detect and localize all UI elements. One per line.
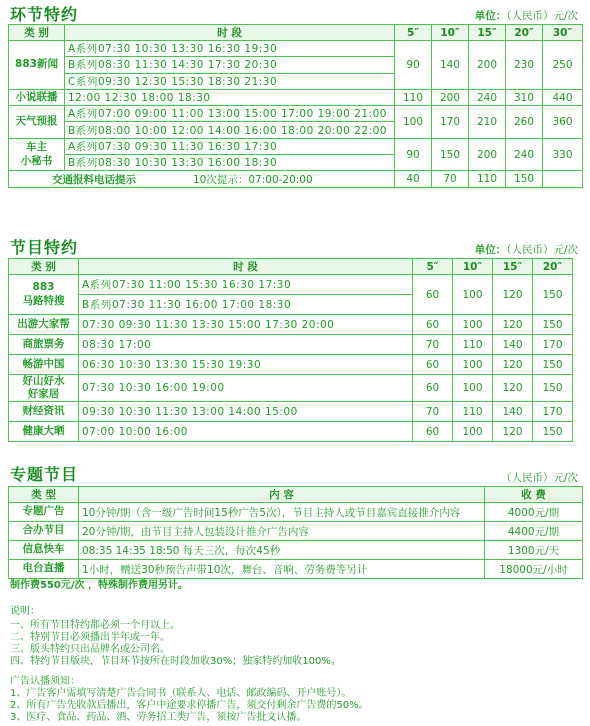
slot-times: 07:00 09:00 11:00 13:00 15:00 17:00 19:00 21:00	[98, 108, 387, 121]
price-cell: 60	[413, 375, 453, 402]
program-fee: 1300元/天	[485, 541, 583, 560]
slot-times: 07:00 10:00 16:00	[82, 425, 188, 438]
note-item: 三、版头特约只出品牌名或公司名。	[10, 644, 170, 655]
note-item: 四、特约节目版块，节目环节按所在时段加收30%；独家特约加收100%。	[10, 656, 341, 667]
price-cell: 360	[543, 106, 583, 139]
price-cell: 60	[413, 275, 453, 315]
program-fee: 4000元/期	[485, 503, 583, 522]
series-label: C系列	[68, 75, 98, 88]
series-label: B系列	[68, 157, 98, 170]
price-cell	[543, 171, 583, 188]
column-header: 类 型	[9, 487, 79, 503]
price-cell: 70	[413, 402, 453, 422]
section1-title: 环节特约	[10, 5, 79, 24]
price-cell: 150	[533, 422, 573, 442]
program-type: 电台直播	[9, 560, 79, 579]
price-cell: 70	[432, 171, 469, 188]
price-cell: 90	[395, 41, 432, 90]
price-cell: 60	[413, 355, 453, 375]
section2-unit	[475, 242, 578, 257]
time-slot	[79, 315, 413, 335]
table-row	[9, 138, 583, 154]
column-header: 内 容	[79, 487, 485, 503]
note-item: 一、所有节目特约都必须一个月以上。	[10, 620, 180, 631]
series-label: B系列	[68, 59, 98, 72]
program-content: 20分钟/期，由节目主持人包装设计推介广告内容	[79, 522, 485, 541]
time-slot	[65, 122, 395, 138]
price-cell: 150	[432, 138, 469, 171]
price-cell: 110	[453, 335, 493, 355]
program-fee: 18000元/小时	[485, 560, 583, 579]
program-fee: 4400元/期	[485, 522, 583, 541]
slot-times: 08:00 10:00 12:00 14:00 16:00 18:00 20:00 22:00	[98, 124, 387, 137]
price-cell: 140	[493, 402, 533, 422]
traffic-name: 交通报料电话提示	[52, 173, 136, 186]
table-row	[9, 422, 573, 442]
category-cell: 车主 小秘书	[9, 138, 65, 171]
price-cell: 330	[543, 138, 583, 171]
price-cell: 150	[533, 375, 573, 402]
price-cell: 100	[395, 106, 432, 139]
time-slot	[79, 355, 413, 375]
column-header: 20″	[533, 259, 573, 275]
price-cell: 150	[533, 355, 573, 375]
category-cell: 财经资讯	[9, 402, 79, 422]
price-cell: 100	[453, 275, 493, 315]
notice-item: 2、所有广告先收款后播出，客户中途要求停播广告，须交付剩余广告费的50%。	[10, 700, 369, 711]
time-slot	[79, 402, 413, 422]
table-row	[9, 335, 573, 355]
column-header: 10″	[432, 25, 469, 41]
program-type: 合办节目	[9, 522, 79, 541]
section3-table	[8, 486, 583, 579]
program-content: 10分钟/期（含一级广告时间15秒广告5次），节目主持人或节目嘉宾直接推介内容	[79, 503, 485, 522]
price-cell: 170	[432, 106, 469, 139]
notice-title: 广告认播须知：	[10, 676, 80, 687]
section1-unit-prefix: 单位：	[474, 10, 507, 22]
series-label: B系列	[82, 299, 112, 311]
table-row	[9, 560, 583, 579]
column-header: 时 段	[65, 25, 395, 41]
price-cell: 310	[506, 89, 543, 105]
header-row	[9, 259, 573, 275]
price-cell: 140	[432, 41, 469, 90]
time-slot	[65, 73, 395, 89]
price-cell: 170	[533, 402, 573, 422]
table-row	[9, 503, 583, 522]
price-cell: 170	[533, 335, 573, 355]
price-cell: 120	[493, 375, 533, 402]
slot-times: 07:30 09:30 11:30 13:30 15:00 17:30 20:00	[82, 318, 335, 331]
column-header: 30″	[543, 25, 583, 41]
traffic-times: 10次提示：07:00-20:00	[193, 173, 313, 186]
slot-times: 08:30 17:00	[82, 338, 152, 351]
price-cell: 200	[469, 41, 506, 90]
slot-times: 07:30 11:00 15:30 16:30 17:30	[112, 279, 292, 291]
program-type: 专题广告	[9, 503, 79, 522]
price-cell: 120	[493, 355, 533, 375]
price-cell: 110	[469, 171, 506, 188]
time-slot	[79, 375, 413, 402]
price-cell: 150	[533, 315, 573, 335]
column-header: 20″	[506, 25, 543, 41]
table-row	[9, 275, 573, 295]
series-label: B系列	[68, 124, 98, 137]
column-header: 收 费	[485, 487, 583, 503]
note-item: 二、特别节目必须播出半年或一年。	[10, 632, 170, 643]
slot-times: 07:30 09:30 11:30 16:30 17:30	[98, 140, 278, 153]
table-row	[9, 355, 573, 375]
notice-block	[10, 676, 369, 724]
table-row	[9, 89, 583, 105]
category-cell: 好山好水 好家居	[9, 375, 79, 402]
column-header: 15″	[469, 25, 506, 41]
series-label: A系列	[68, 140, 98, 153]
header-row	[9, 487, 583, 503]
price-cell: 260	[506, 106, 543, 139]
notice-item: 3、医疗、食品、药品、酒、劳务招工类广告，须按广告批文认播。	[10, 712, 307, 723]
price-cell: 70	[413, 335, 453, 355]
table-row	[9, 541, 583, 560]
section3-unit: （人民币）元/次	[500, 472, 578, 484]
category-cell: 出游大家帮	[9, 315, 79, 335]
section2-table	[8, 258, 573, 442]
price-cell: 240	[506, 138, 543, 171]
time-slot	[79, 275, 413, 295]
slot-times: 06:30 10:30 13:30 15:30 19:30	[82, 358, 262, 371]
price-cell: 110	[453, 402, 493, 422]
program-type: 信息快车	[9, 541, 79, 560]
traffic-cell	[9, 171, 395, 188]
price-cell: 210	[469, 106, 506, 139]
traffic-row	[9, 171, 583, 188]
slot-times: 07:30 10:30 13:30 16:30 19:30	[98, 43, 278, 56]
price-cell: 100	[453, 355, 493, 375]
section1-table	[8, 24, 583, 188]
category-cell: 商旅票务	[9, 335, 79, 355]
price-cell: 90	[395, 138, 432, 171]
series-label: A系列	[82, 279, 112, 291]
price-cell: 100	[453, 315, 493, 335]
category-cell: 健康大晒	[9, 422, 79, 442]
table-row	[9, 375, 573, 402]
time-slot	[65, 41, 395, 57]
section2-unit-suffix: （人民币）元/次	[506, 244, 578, 256]
header-row	[9, 25, 583, 41]
price-cell: 140	[493, 335, 533, 355]
time-slot	[79, 335, 413, 355]
series-label: A系列	[68, 43, 98, 56]
time-slot	[79, 422, 413, 442]
column-header: 10″	[453, 259, 493, 275]
program-content: 08:35 14:35 18:50 每天三次，每次45秒	[79, 541, 485, 560]
slot-times: 08:30 10:30 13:30 16:00 18:30	[98, 157, 278, 170]
price-cell: 200	[432, 89, 469, 105]
column-header: 类 别	[9, 25, 65, 41]
section2-title: 节目特约	[10, 238, 79, 257]
time-slot	[65, 89, 395, 105]
column-header: 时 段	[79, 259, 413, 275]
price-cell: 230	[506, 41, 543, 90]
slot-times: 09:30 12:30 15:30 18:30 21:30	[98, 75, 278, 88]
category-cell: 883新闻	[9, 41, 65, 90]
price-cell: 110	[395, 89, 432, 105]
section1-unit-suffix: （人民币）元/次	[506, 10, 578, 22]
table-row	[9, 402, 573, 422]
price-cell: 60	[413, 315, 453, 335]
section3-title: 专题节目	[10, 465, 79, 484]
section1-unit	[475, 8, 578, 23]
slot-times: 07:30 11:30 16:00 17:00 18:30	[112, 299, 292, 311]
slot-times: 12:00 12:30 18:00 18:30	[68, 91, 211, 104]
program-content: 1小时，赠送30秒预告声带10次，舞台、音响、劳务费等另计	[79, 560, 485, 579]
time-slot	[79, 295, 413, 315]
time-slot	[65, 57, 395, 73]
category-cell: 883 马路特搜	[9, 275, 79, 315]
column-header: 5″	[395, 25, 432, 41]
slot-times: 08:30 11:30 14:30 17:30 20:30	[98, 59, 278, 72]
price-cell: 150	[533, 275, 573, 315]
price-cell: 40	[395, 171, 432, 188]
slot-times: 07:30 10:30 16:00 19:00	[82, 382, 225, 395]
price-cell: 200	[469, 138, 506, 171]
table-row	[9, 106, 583, 122]
time-slot	[65, 106, 395, 122]
price-cell: 120	[493, 315, 533, 335]
slot-times: 09:30 10:30 11:30 13:00 14:00 15:00	[82, 405, 298, 418]
price-cell: 250	[543, 41, 583, 90]
price-cell: 100	[453, 375, 493, 402]
price-cell: 150	[506, 171, 543, 188]
table-row	[9, 522, 583, 541]
table-row	[9, 41, 583, 57]
price-cell: 100	[453, 422, 493, 442]
category-cell: 畅游中国	[9, 355, 79, 375]
column-header: 5″	[413, 259, 453, 275]
price-cell: 120	[493, 275, 533, 315]
section2-unit-prefix: 单位：	[474, 244, 507, 256]
time-slot	[65, 138, 395, 154]
price-cell: 60	[413, 422, 453, 442]
category-cell: 小说联播	[9, 89, 65, 105]
notes-title: 说明：	[10, 606, 40, 617]
time-slot	[65, 155, 395, 171]
column-header: 15″	[493, 259, 533, 275]
notes-block	[10, 606, 341, 668]
price-cell: 120	[493, 422, 533, 442]
column-header: 类 别	[9, 259, 79, 275]
traffic-wrap	[9, 172, 394, 187]
production-fee: 制作费550元/次 ，特殊制作费用另计。	[10, 580, 189, 591]
price-cell: 240	[469, 89, 506, 105]
series-label: A系列	[68, 108, 98, 121]
notice-item: 1、广告客户需填写清楚广告合同书（联系人、电话、邮政编码、开户账号）。	[10, 688, 352, 699]
table-row	[9, 315, 573, 335]
price-cell: 440	[543, 89, 583, 105]
category-cell: 天气预报	[9, 106, 65, 139]
